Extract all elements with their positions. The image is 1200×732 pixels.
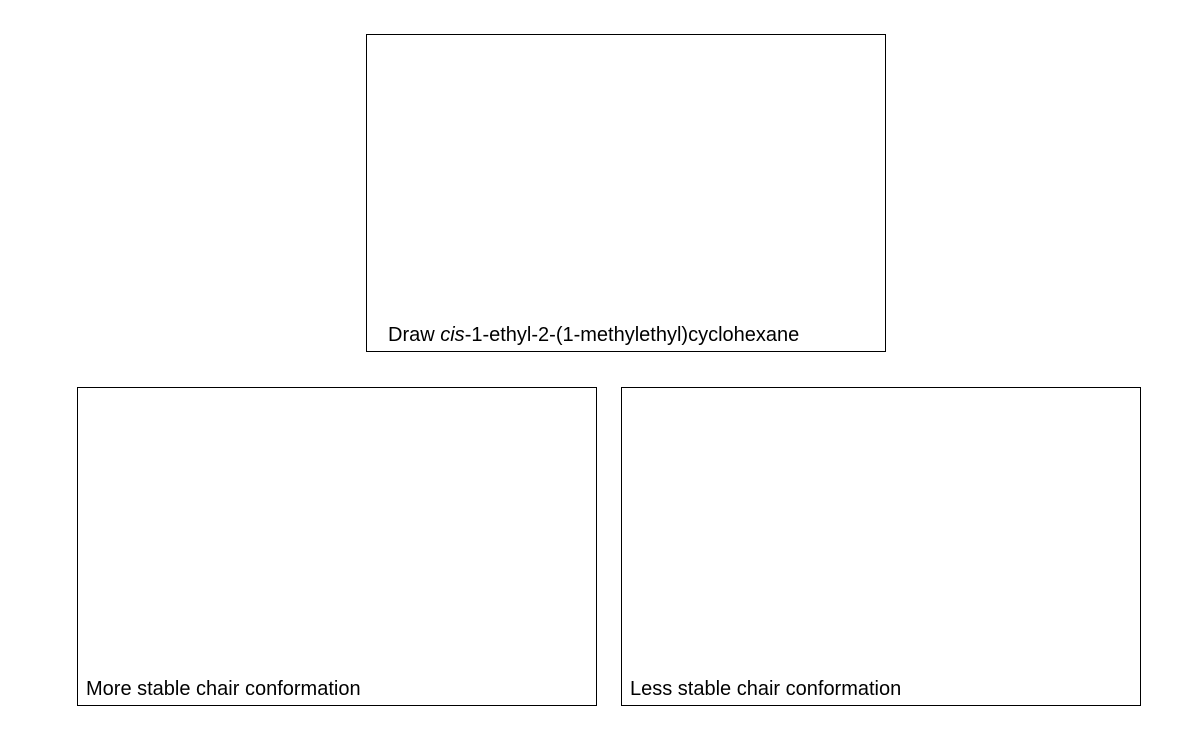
draw-structure-caption [388, 323, 799, 347]
caption-compound-name: -1-ethyl-2-(1-methylethyl)cyclohexane [464, 324, 800, 346]
caption-prefix: Draw [388, 324, 441, 346]
more-stable-caption: More stable chair conformation [86, 678, 361, 700]
draw-structure-box[interactable] [366, 34, 886, 352]
less-stable-caption: Less stable chair conformation [630, 678, 902, 700]
less-stable-conformation-box[interactable] [621, 387, 1141, 706]
caption-stereo-descriptor: cis [440, 324, 465, 346]
more-stable-conformation-box[interactable] [77, 387, 597, 706]
